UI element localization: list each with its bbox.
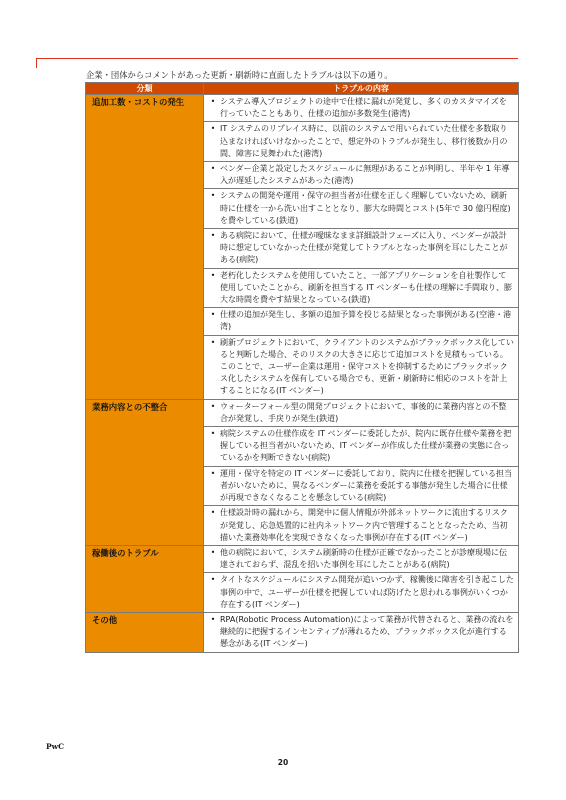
trouble-item-text: システム導入プロジェクトの途中で仕様に漏れが発覚し、多くのカスタマイズを行っていたこともあり、仕様の追加が多数発生(港湾) xyxy=(220,97,507,119)
bullet-icon: • xyxy=(210,468,216,478)
bullet-icon: • xyxy=(210,575,216,585)
table-header-row xyxy=(86,83,519,95)
header-rule-tick xyxy=(36,58,37,68)
trouble-item-cell xyxy=(204,229,519,269)
trouble-item-cell xyxy=(204,545,519,572)
bullet-icon: • xyxy=(210,401,216,411)
trouble-item-cell xyxy=(204,308,519,335)
bullet-icon: • xyxy=(210,547,216,557)
header-content: トラブルの内容 xyxy=(204,83,519,95)
bullet-icon: • xyxy=(210,310,216,320)
trouble-item-text: 病院システムの仕様作成を IT ベンダーに委託したが、院内に既存仕様や業務を把握している担当者がいないため、IT ベンダーが作成した仕様が業務の実態に合っているかを判断できない(病院) xyxy=(220,429,512,463)
trouble-item-text: タイトなスケジュールにシステム開発が追いつかず、稼働後に障害を引き起こした事例の中で、ユーザーが仕様を把握していれば防げたと思われる事例がいくつか存在する(IT ベンダー) xyxy=(220,575,514,609)
trouble-item-cell xyxy=(204,466,519,506)
bullet-icon: • xyxy=(210,270,216,280)
trouble-item-text: 他の病院において、システム刷新時の仕様が正確でなかったことが診療現場に伝達されておらず、混乱を招いた事例を耳にしたことがある(病院) xyxy=(220,547,508,570)
trouble-item-cell xyxy=(204,506,519,546)
table-row xyxy=(86,399,519,426)
bullet-icon: • xyxy=(210,429,216,439)
trouble-item-cell xyxy=(204,335,519,399)
category-cell: 追加工数・コストの発生 xyxy=(86,95,204,400)
header-category: 分類 xyxy=(86,83,204,95)
bullet-icon: • xyxy=(210,191,216,201)
trouble-item-cell xyxy=(204,122,519,162)
bullet-icon: • xyxy=(210,337,216,347)
trouble-item-text: システムの開発や運用・保守の担当者が仕様を正しく理解していないため、刷新時に仕様を一から洗い出すこととなり、膨大な時間とコスト(5年で 30 億円程度)を費やしている(鉄道) xyxy=(220,191,511,225)
trouble-item-cell xyxy=(204,612,519,652)
trouble-item-text: 運用・保守を特定の IT ベンダーに委託しており、院内に仕様を把握している担当者がいないために、異なるベンダーに業務を委託する事態が発生した場合に仕様が再現できなくなることを懸念している(病院) xyxy=(220,468,513,503)
table-body xyxy=(86,95,519,653)
trouble-item-text: ベンダー企業と設定したスケジュールに無理があることが判明し、半年や 1 年導入が遅延したシステムがあった(港湾) xyxy=(220,164,510,186)
trouble-item-cell xyxy=(204,268,519,308)
category-cell: 業務内容との不整合 xyxy=(86,399,204,545)
trouble-item-cell xyxy=(204,189,519,229)
bullet-icon: • xyxy=(210,164,216,174)
category-cell: その他 xyxy=(86,612,204,652)
footer-brand: PwC xyxy=(46,742,65,751)
bullet-icon: • xyxy=(210,614,216,624)
bullet-icon: • xyxy=(210,124,216,134)
trouble-item-text: 老朽化したシステムを使用していたこと、一部アプリケーションを自社製作して使用していたことから、刷新を担当する IT ベンダーも仕様の理解に手間取り、膨大な時間を費やす結果となっている(鉄道) xyxy=(220,270,513,305)
trouble-item-text: ある病院において、仕様が曖昧なまま詳細設計フェーズに入り、ベンダーが設計時に想定していなかった仕様が発覚してトラブルとなった事例を耳にしたことがある(病院) xyxy=(220,231,508,265)
trouble-table xyxy=(85,82,519,653)
header-rule xyxy=(36,58,518,59)
table-row xyxy=(86,95,519,122)
trouble-item-text: 刷新プロジェクトにおいて、クライアントのシステムがブラックボックス化していると判断した場合、そのリスクの大きさに応じて追加コストを見積もっている。このことで、ユーザー企業は運用・保守コストを抑制するためにブラックボックス化したシステムを保有している場合でも、更新・刷新時に相応のコストを計上することになる(IT ベンダー) xyxy=(220,337,514,396)
trouble-item-cell xyxy=(204,573,519,613)
category-cell: 稼働後のトラブル xyxy=(86,545,204,612)
trouble-item-text: ウォーターフォール型の開発プロジェクトにおいて、事後的に業務内容との不整合が発覚し、手戻りが発生(鉄道) xyxy=(220,401,507,423)
bullet-icon: • xyxy=(210,231,216,241)
table-row xyxy=(86,612,519,652)
intro-text: 企業・団体からコメントがあった更新・刷新時に直面したトラブルは以下の通り。 xyxy=(86,70,393,80)
trouble-item-text: RPA(Robotic Process Automation)によって業務が代替されると、業務の流れを継続的に把握するインセンティブが薄れるため、ブラックボックス化が進行する懸念がある(IT ベンダー) xyxy=(220,614,514,649)
bullet-icon: • xyxy=(210,97,216,106)
table-row xyxy=(86,545,519,572)
trouble-item-cell xyxy=(204,162,519,189)
trouble-item-text: 仕様の追加が発生し、多額の追加予算を投じる結果となった事例がある(空港・港湾) xyxy=(220,310,512,332)
page-number: 20 xyxy=(277,758,289,767)
trouble-item-text: IT システムのリプレイス時に、以前のシステムで用いられていた仕様を多数取り込まなければいけなかったことで、想定外のトラブルが発生し、移行後数か月の間、障害に見舞われた(港湾) xyxy=(220,124,508,158)
bullet-icon: • xyxy=(210,508,216,518)
trouble-item-cell xyxy=(204,399,519,426)
trouble-item-cell xyxy=(204,427,519,467)
trouble-item-text: 仕様設計時の漏れから、開発中に個人情報が外部ネットワークに流出するリスクが発覚し、応急処置的に社内ネットワーク内で管理することとなったため、当初描いた業務効率化を実現できなくなった事例が存在する(IT ベンダー) xyxy=(220,508,508,542)
trouble-item-cell xyxy=(204,95,519,122)
